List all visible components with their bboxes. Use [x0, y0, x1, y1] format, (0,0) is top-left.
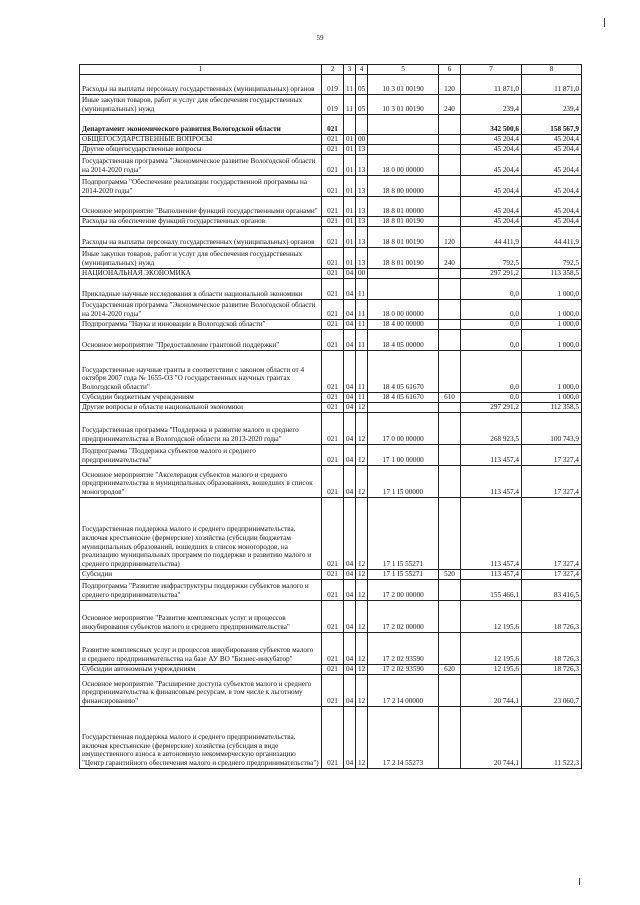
- target-article-cell: 18 8 01 00190: [368, 217, 439, 227]
- ministry-code-cell: 021: [322, 320, 344, 330]
- subsection-code-cell: 12: [356, 707, 368, 769]
- ministry-code-cell: 021: [322, 413, 344, 445]
- amount-year1-cell: 45 204,4: [461, 155, 522, 176]
- target-article-cell: 17 2 02 93590: [368, 633, 439, 665]
- target-article-cell: 10 3 01 00190: [368, 95, 439, 115]
- amount-year2-cell: 45 204,4: [522, 176, 582, 197]
- section-code-cell: [344, 115, 356, 135]
- amount-year1-cell: 0,0: [461, 279, 522, 300]
- ministry-code-cell: 019: [322, 75, 344, 95]
- expense-type-cell: [439, 279, 461, 300]
- amount-year2-cell: 17 327,4: [522, 570, 582, 580]
- subsection-code-cell: 05: [356, 75, 368, 95]
- item-name-cell: Расходы на выплаты персоналу государственных (муниципальных) органов: [80, 75, 322, 95]
- scan-mark-top: [604, 18, 605, 27]
- item-name-cell: Расходы на выплаты персоналу государственных (муниципальных) органов: [80, 227, 322, 248]
- table-row: [80, 176, 582, 197]
- amount-year1-cell: 297 291,2: [461, 269, 522, 279]
- section-code-cell: 04: [344, 393, 356, 403]
- section-code-cell: 01: [344, 145, 356, 155]
- amount-year1-cell: 20 744,1: [461, 675, 522, 707]
- item-name-cell: Государственные научные гранты в соответствии с законом области от 4 октября 2007 года № 1655-ОЗ "О государственных научных грантах Вологодской области": [80, 351, 322, 393]
- target-article-cell: 17 2 I4 55273: [368, 707, 439, 769]
- table-row: [80, 227, 582, 248]
- ministry-code-cell: 021: [322, 601, 344, 633]
- target-article-cell: 18 4 00 00000: [368, 320, 439, 330]
- target-article-cell: 17 1 I5 55271: [368, 498, 439, 570]
- expense-type-cell: [439, 707, 461, 769]
- ministry-code-cell: 021: [322, 570, 344, 580]
- table-row: [80, 135, 582, 145]
- item-name-cell: Субсидии бюджетным учреждениям: [80, 393, 322, 403]
- table-row: [80, 580, 582, 601]
- header-cell: 7: [461, 65, 522, 75]
- expense-type-cell: [439, 580, 461, 601]
- expense-type-cell: 240: [439, 248, 461, 269]
- subsection-code-cell: 12: [356, 570, 368, 580]
- amount-year2-cell: 1 000,0: [522, 320, 582, 330]
- target-article-cell: [368, 403, 439, 413]
- target-article-cell: [368, 135, 439, 145]
- amount-year2-cell: 23 060,7: [522, 675, 582, 707]
- amount-year2-cell: 112 358,5: [522, 403, 582, 413]
- ministry-code-cell: 021: [322, 707, 344, 769]
- amount-year1-cell: 342 500,6: [461, 115, 522, 135]
- subsection-code-cell: 13: [356, 176, 368, 197]
- expense-type-cell: 240: [439, 95, 461, 115]
- subsection-code-cell: 05: [356, 95, 368, 115]
- section-code-cell: 04: [344, 633, 356, 665]
- ministry-code-cell: 021: [322, 145, 344, 155]
- target-article-cell: 18 8 00 00000: [368, 176, 439, 197]
- amount-year2-cell: 17 327,4: [522, 445, 582, 466]
- section-code-cell: 01: [344, 217, 356, 227]
- item-name-cell: Расходы на обеспечение функций государственных органов: [80, 217, 322, 227]
- subsection-code-cell: 12: [356, 665, 368, 675]
- item-name-cell: ОБЩЕГОСУДАРСТВЕННЫЕ ВОПРОСЫ: [80, 135, 322, 145]
- target-article-cell: 18 4 05 00000: [368, 330, 439, 351]
- amount-year1-cell: 0,0: [461, 351, 522, 393]
- subsection-code-cell: 13: [356, 155, 368, 176]
- section-code-cell: 04: [344, 445, 356, 466]
- ministry-code-cell: 021: [322, 300, 344, 320]
- subsection-code-cell: 12: [356, 601, 368, 633]
- header-cell: 3: [344, 65, 356, 75]
- subsection-code-cell: 13: [356, 145, 368, 155]
- item-name-cell: Другие вопросы в области национальной экономики: [80, 403, 322, 413]
- section-code-cell: 01: [344, 176, 356, 197]
- section-code-cell: 04: [344, 320, 356, 330]
- expense-type-cell: [439, 197, 461, 217]
- expense-type-cell: [439, 633, 461, 665]
- ministry-code-cell: 021: [322, 217, 344, 227]
- subsection-code-cell: 13: [356, 227, 368, 248]
- section-code-cell: 04: [344, 498, 356, 570]
- expense-type-cell: [439, 145, 461, 155]
- item-name-cell: Подпрограмма "Поддержка субъектов малого и среднего предпринимательства": [80, 445, 322, 466]
- amount-year1-cell: 11 871,0: [461, 75, 522, 95]
- expense-type-cell: 620: [439, 665, 461, 675]
- ministry-code-cell: 019: [322, 95, 344, 115]
- target-article-cell: 18 8 01 00190: [368, 227, 439, 248]
- section-code-cell: 01: [344, 248, 356, 269]
- section-code-cell: 04: [344, 300, 356, 320]
- item-name-cell: Прикладные научные исследования в области национальной экономики: [80, 279, 322, 300]
- amount-year2-cell: 45 204,4: [522, 197, 582, 217]
- amount-year2-cell: 11 522,3: [522, 707, 582, 769]
- table-row: [80, 197, 582, 217]
- table-row: [80, 279, 582, 300]
- target-article-cell: [368, 115, 439, 135]
- target-article-cell: 17 0 00 00000: [368, 413, 439, 445]
- header-cell: 4: [356, 65, 368, 75]
- table-row: [80, 707, 582, 769]
- amount-year2-cell: 113 358,5: [522, 269, 582, 279]
- ministry-code-cell: 021: [322, 393, 344, 403]
- amount-year2-cell: 1 000,0: [522, 330, 582, 351]
- amount-year1-cell: 268 923,5: [461, 413, 522, 445]
- subsection-code-cell: 13: [356, 248, 368, 269]
- amount-year1-cell: 113 457,4: [461, 570, 522, 580]
- item-name-cell: Основное мероприятие "Развитие комплексных услуг и процессов инкубирования субъектов малого и среднего предпринимательства": [80, 601, 322, 633]
- expense-type-cell: [439, 413, 461, 445]
- item-name-cell: Субсидии автономным учреждениям: [80, 665, 322, 675]
- item-name-cell: Государственная программа "Экономическое развитие Вологодской области на 2014-2020 годы": [80, 300, 322, 320]
- amount-year2-cell: 45 204,4: [522, 145, 582, 155]
- table-row: [80, 413, 582, 445]
- table-row: [80, 145, 582, 155]
- subsection-code-cell: 12: [356, 580, 368, 601]
- section-code-cell: 04: [344, 665, 356, 675]
- subsection-code-cell: 12: [356, 413, 368, 445]
- target-article-cell: [368, 145, 439, 155]
- expense-type-cell: [439, 300, 461, 320]
- section-code-cell: 11: [344, 75, 356, 95]
- amount-year1-cell: 45 204,4: [461, 135, 522, 145]
- table-row: [80, 570, 582, 580]
- item-name-cell: Основное мероприятие "Предоставление грантовой поддержки": [80, 330, 322, 351]
- amount-year1-cell: 12 195,6: [461, 601, 522, 633]
- subsection-code-cell: 13: [356, 197, 368, 217]
- section-code-cell: 04: [344, 330, 356, 351]
- amount-year1-cell: 45 204,4: [461, 197, 522, 217]
- amount-year1-cell: 45 204,4: [461, 145, 522, 155]
- expense-type-cell: [439, 675, 461, 707]
- expense-type-cell: 120: [439, 75, 461, 95]
- table-row: [80, 155, 582, 176]
- section-code-cell: 11: [344, 95, 356, 115]
- expense-type-cell: [439, 320, 461, 330]
- amount-year2-cell: 239,4: [522, 95, 582, 115]
- amount-year1-cell: 113 457,4: [461, 466, 522, 498]
- ministry-code-cell: 021: [322, 155, 344, 176]
- target-article-cell: 18 0 00 00000: [368, 300, 439, 320]
- amount-year2-cell: 18 726,3: [522, 633, 582, 665]
- subsection-code-cell: 11: [356, 320, 368, 330]
- table-row: [80, 498, 582, 570]
- expense-type-cell: [439, 330, 461, 351]
- section-code-cell: 01: [344, 135, 356, 145]
- header-cell: 5: [368, 65, 439, 75]
- section-code-cell: 04: [344, 601, 356, 633]
- expense-type-cell: [439, 176, 461, 197]
- item-name-cell: Развитие комплексных услуг и процессов инкубирования субъектов малого и среднего предпринимательства на базе АУ ВО "Бизнес-инкубатор": [80, 633, 322, 665]
- ministry-code-cell: 021: [322, 197, 344, 217]
- target-article-cell: 17 2 00 00000: [368, 580, 439, 601]
- amount-year2-cell: 1 000,0: [522, 279, 582, 300]
- item-name-cell: Государственная программа "Экономическое развитие Вологодской области на 2014-2020 годы": [80, 155, 322, 176]
- amount-year1-cell: 792,5: [461, 248, 522, 269]
- section-code-cell: 01: [344, 197, 356, 217]
- subsection-code-cell: 12: [356, 466, 368, 498]
- expense-type-cell: 610: [439, 393, 461, 403]
- item-name-cell: Другие общегосударственные вопросы: [80, 145, 322, 155]
- table-row: [80, 269, 582, 279]
- item-name-cell: Основное мероприятие "Расширение доступа субъектов малого и среднего предпринимательства к финансовым ресурсам, в том числе к льготному финансированию": [80, 675, 322, 707]
- item-name-cell: Иные закупки товаров, работ и услуг для обеспечения государственных (муниципальных) нужд: [80, 248, 322, 269]
- item-name-cell: Департамент экономического развития Вологодской области: [80, 115, 322, 135]
- header-cell: 2: [322, 65, 344, 75]
- table-row: [80, 675, 582, 707]
- section-code-cell: 04: [344, 580, 356, 601]
- table-body: [80, 75, 582, 769]
- ministry-code-cell: 021: [322, 269, 344, 279]
- subsection-code-cell: 12: [356, 498, 368, 570]
- subsection-code-cell: 11: [356, 300, 368, 320]
- expense-type-cell: [439, 601, 461, 633]
- expense-type-cell: [439, 351, 461, 393]
- amount-year2-cell: 100 743,9: [522, 413, 582, 445]
- target-article-cell: [368, 269, 439, 279]
- table-row: [80, 75, 582, 95]
- subsection-code-cell: 11: [356, 393, 368, 403]
- item-name-cell: Государственная поддержка малого и среднего предпринимательства, включая крестьянские (фермерские) хозяйства (субсидия в виде имущественного взноса в автономную некоммерческую организацию "Центр гарантийного обеспечения малого и среднего предпринимательства"): [80, 707, 322, 769]
- amount-year1-cell: 297 291,2: [461, 403, 522, 413]
- amount-year2-cell: 17 327,4: [522, 466, 582, 498]
- subsection-code-cell: 12: [356, 675, 368, 707]
- amount-year1-cell: 45 204,4: [461, 176, 522, 197]
- header-cell: 8: [522, 65, 582, 75]
- table-row: [80, 217, 582, 227]
- amount-year1-cell: 0,0: [461, 393, 522, 403]
- amount-year1-cell: 0,0: [461, 330, 522, 351]
- item-name-cell: Основное мероприятие "Выполнение функций государственными органами": [80, 197, 322, 217]
- ministry-code-cell: 021: [322, 176, 344, 197]
- section-code-cell: 04: [344, 351, 356, 393]
- subsection-code-cell: 12: [356, 445, 368, 466]
- target-article-cell: 17 1 00 00000: [368, 445, 439, 466]
- amount-year1-cell: 239,4: [461, 95, 522, 115]
- table-row: [80, 351, 582, 393]
- table-row: [80, 248, 582, 269]
- ministry-code-cell: 021: [322, 633, 344, 665]
- ministry-code-cell: 021: [322, 403, 344, 413]
- item-name-cell: Иные закупки товаров, работ и услуг для обеспечения государственных (муниципальных) нужд: [80, 95, 322, 115]
- expense-type-cell: 520: [439, 570, 461, 580]
- header-cell: 1: [80, 65, 322, 75]
- table-row: [80, 665, 582, 675]
- item-name-cell: Основное мероприятие "Акселерация субъектов малого и среднего предпринимательства в муниципальных образованиях, вошедших в список моногородов": [80, 466, 322, 498]
- amount-year2-cell: 17 327,4: [522, 498, 582, 570]
- table-row: [80, 601, 582, 633]
- subsection-code-cell: 00: [356, 269, 368, 279]
- expense-type-cell: [439, 115, 461, 135]
- ministry-code-cell: 021: [322, 445, 344, 466]
- amount-year1-cell: 0,0: [461, 320, 522, 330]
- target-article-cell: [368, 279, 439, 300]
- expense-type-cell: [439, 445, 461, 466]
- expense-type-cell: 120: [439, 227, 461, 248]
- table-row: [80, 403, 582, 413]
- subsection-code-cell: 13: [356, 217, 368, 227]
- amount-year1-cell: 113 457,4: [461, 445, 522, 466]
- subsection-code-cell: 11: [356, 330, 368, 351]
- subsection-code-cell: 11: [356, 351, 368, 393]
- ministry-code-cell: 021: [322, 466, 344, 498]
- target-article-cell: 18 8 01 00000: [368, 197, 439, 217]
- subsection-code-cell: 11: [356, 279, 368, 300]
- target-article-cell: 18 4 05 61670: [368, 351, 439, 393]
- section-code-cell: 01: [344, 155, 356, 176]
- table-row: [80, 95, 582, 115]
- item-name-cell: Подпрограмма "Обеспечение реализации государственной программы на 2014-2020 годы": [80, 176, 322, 197]
- table-row: [80, 300, 582, 320]
- amount-year2-cell: 792,5: [522, 248, 582, 269]
- amount-year1-cell: 155 466,1: [461, 580, 522, 601]
- table-row: [80, 115, 582, 135]
- ministry-code-cell: 021: [322, 115, 344, 135]
- expense-type-cell: [439, 269, 461, 279]
- amount-year1-cell: 45 204,4: [461, 217, 522, 227]
- section-code-cell: 04: [344, 269, 356, 279]
- subsection-code-cell: [356, 115, 368, 135]
- ministry-code-cell: 021: [322, 498, 344, 570]
- target-article-cell: 17 1 I5 55271: [368, 570, 439, 580]
- table-row: [80, 330, 582, 351]
- section-code-cell: 04: [344, 279, 356, 300]
- item-name-cell: Подпрограмма "Развитие инфраструктуры поддержки субъектов малого и среднего предпринимательства": [80, 580, 322, 601]
- table-row: [80, 633, 582, 665]
- amount-year1-cell: 0,0: [461, 300, 522, 320]
- expense-type-cell: [439, 466, 461, 498]
- amount-year2-cell: 18 726,3: [522, 665, 582, 675]
- amount-year2-cell: 45 204,4: [522, 135, 582, 145]
- ministry-code-cell: 021: [322, 279, 344, 300]
- amount-year2-cell: 1 000,0: [522, 300, 582, 320]
- target-article-cell: 17 2 02 93590: [368, 665, 439, 675]
- amount-year2-cell: 18 726,3: [522, 601, 582, 633]
- section-code-cell: 04: [344, 403, 356, 413]
- target-article-cell: 18 4 05 61670: [368, 393, 439, 403]
- item-name-cell: Государственная поддержка малого и среднего предпринимательства, включая крестьянские (фермерские) хозяйства (субсидии бюджетам муниципальных образований, вошедших в список моногородов, на реализацию муниципальных программ по поддержке и развитию малого и среднего предпринимательства): [80, 498, 322, 570]
- target-article-cell: 17 2 02 00000: [368, 601, 439, 633]
- section-code-cell: 04: [344, 707, 356, 769]
- section-code-cell: 04: [344, 413, 356, 445]
- ministry-code-cell: 021: [322, 248, 344, 269]
- ministry-code-cell: 021: [322, 580, 344, 601]
- table-row: [80, 320, 582, 330]
- target-article-cell: 17 2 I4 00000: [368, 675, 439, 707]
- item-name-cell: Субсидии: [80, 570, 322, 580]
- expense-type-cell: [439, 217, 461, 227]
- ministry-code-cell: 021: [322, 330, 344, 351]
- amount-year2-cell: 44 411,9: [522, 227, 582, 248]
- ministry-code-cell: 021: [322, 665, 344, 675]
- table-row: [80, 466, 582, 498]
- scan-mark-bottom: [579, 878, 580, 885]
- page-number: 59: [316, 34, 324, 42]
- amount-year2-cell: 1 000,0: [522, 351, 582, 393]
- section-code-cell: 01: [344, 227, 356, 248]
- section-code-cell: 04: [344, 570, 356, 580]
- header-cell: 6: [439, 65, 461, 75]
- target-article-cell: 10 3 01 00190: [368, 75, 439, 95]
- expense-type-cell: [439, 135, 461, 145]
- ministry-code-cell: 021: [322, 135, 344, 145]
- amount-year2-cell: 1 000,0: [522, 393, 582, 403]
- amount-year1-cell: 44 411,9: [461, 227, 522, 248]
- section-code-cell: 04: [344, 675, 356, 707]
- budget-table: [79, 64, 582, 769]
- amount-year1-cell: 113 457,4: [461, 498, 522, 570]
- item-name-cell: Подпрограмма "Наука и инновации в Вологодской области": [80, 320, 322, 330]
- header-row: [80, 65, 582, 75]
- amount-year2-cell: 45 204,4: [522, 217, 582, 227]
- target-article-cell: 18 8 01 00190: [368, 248, 439, 269]
- target-article-cell: 17 1 I5 00000: [368, 466, 439, 498]
- ministry-code-cell: 021: [322, 675, 344, 707]
- amount-year2-cell: 11 871,0: [522, 75, 582, 95]
- amount-year1-cell: 12 195,6: [461, 633, 522, 665]
- expense-type-cell: [439, 498, 461, 570]
- expense-type-cell: [439, 403, 461, 413]
- amount-year1-cell: 12 195,6: [461, 665, 522, 675]
- expense-type-cell: [439, 155, 461, 176]
- item-name-cell: НАЦИОНАЛЬНАЯ ЭКОНОМИКА: [80, 269, 322, 279]
- ministry-code-cell: 021: [322, 227, 344, 248]
- table-row: [80, 445, 582, 466]
- amount-year2-cell: 45 204,4: [522, 155, 582, 176]
- section-code-cell: 04: [344, 466, 356, 498]
- table-row: [80, 393, 582, 403]
- subsection-code-cell: 00: [356, 135, 368, 145]
- item-name-cell: Государственная программа "Поддержка и развитие малого и среднего предпринимательства в Вологодской области на 2013-2020 годы": [80, 413, 322, 445]
- amount-year2-cell: 158 567,9: [522, 115, 582, 135]
- ministry-code-cell: 021: [322, 351, 344, 393]
- target-article-cell: 18 0 00 00000: [368, 155, 439, 176]
- subsection-code-cell: 12: [356, 403, 368, 413]
- subsection-code-cell: 12: [356, 633, 368, 665]
- amount-year2-cell: 83 416,5: [522, 580, 582, 601]
- amount-year1-cell: 20 744,1: [461, 707, 522, 769]
